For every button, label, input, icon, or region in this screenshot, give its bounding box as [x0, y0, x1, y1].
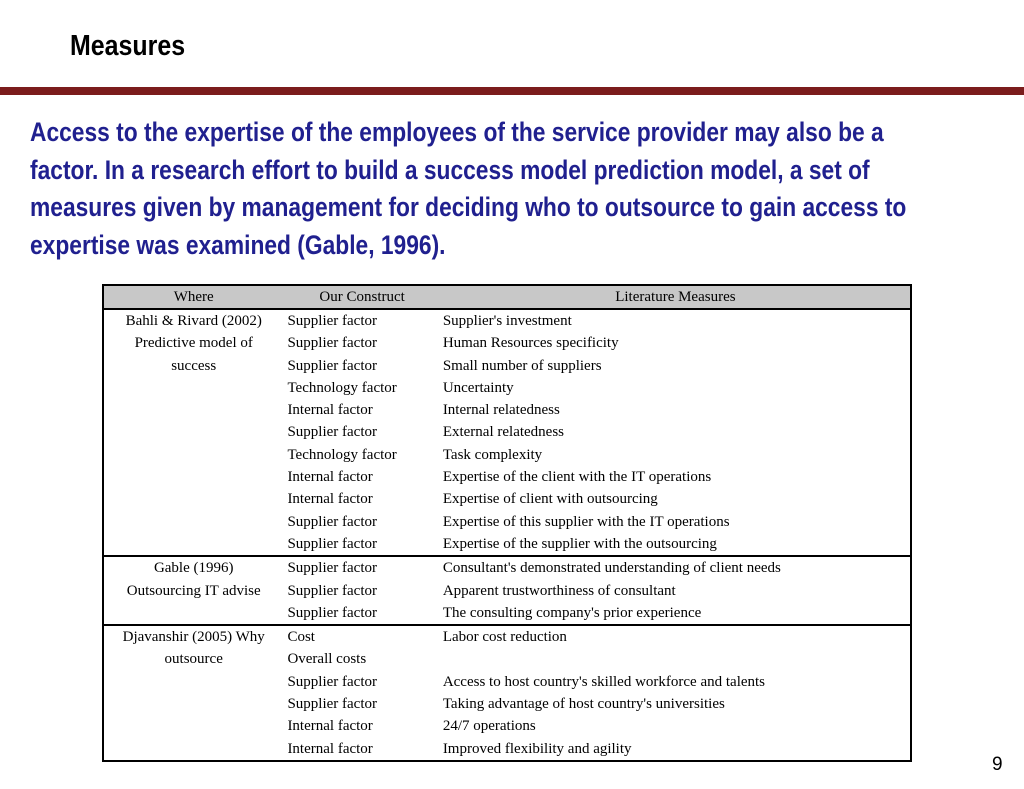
cell-where: [103, 671, 283, 693]
table-row: [103, 671, 911, 693]
cell-measure: Uncertainty: [442, 379, 514, 396]
table-row: [103, 488, 911, 510]
cell-where: success: [171, 357, 217, 374]
table-row: [103, 533, 911, 556]
cell-measure: Human Resources specificity: [442, 335, 619, 352]
cell-where: Gable (1996): [103, 556, 283, 579]
cell-measure: [441, 648, 911, 670]
intro-line: Access to the expertise of the employees of the service provider may also be a: [30, 117, 884, 147]
measures-table: [102, 284, 912, 762]
cell-measure: Apparent trustworthiness of consultant: [442, 582, 676, 599]
header-our-construct: Our Construct: [283, 285, 440, 309]
table-row: [103, 693, 911, 715]
header-where: Where: [103, 285, 283, 309]
cell-measure: Expertise of client with outsourcing: [442, 491, 658, 508]
cell-measure: External relatedness: [442, 424, 565, 441]
table-row: [103, 399, 911, 421]
cell-where: [103, 444, 283, 466]
table-row: [103, 421, 911, 443]
cell-measure: Internal relatedness: [442, 402, 560, 419]
cell-measure: 24/7 operations: [442, 718, 536, 735]
cell-construct: Cost: [283, 625, 440, 648]
cell-construct: Supplier factor: [287, 513, 377, 530]
cell-construct: Supplier factor: [287, 696, 377, 713]
cell-construct: Internal factor: [287, 469, 373, 486]
table-row: [103, 332, 911, 354]
table-row: [103, 625, 911, 648]
cell-where: Outsourcing IT advise: [126, 582, 261, 599]
cell-measure: Supplier's investment: [442, 313, 572, 329]
cell-where: [103, 602, 283, 625]
slide-title: Measures: [70, 30, 186, 62]
header-literature-measures: Literature Measures: [441, 285, 911, 309]
cell-measure: Small number of suppliers: [442, 357, 602, 374]
cell-where: [103, 693, 283, 715]
table-row: [103, 444, 911, 466]
title-divider: [0, 87, 1024, 95]
intro-line: measures given by management for deciding who to outsource to gain access to: [30, 192, 907, 222]
cell-measure: Task complexity: [442, 446, 543, 463]
table-row: [103, 309, 911, 332]
intro-paragraph: [30, 114, 1019, 264]
cell-where: outsource: [164, 651, 223, 668]
cell-where: [103, 466, 283, 488]
table-header-row: [103, 285, 911, 309]
cell-construct: Supplier factor: [287, 313, 377, 329]
cell-measure: Expertise of the supplier with the outsourcing: [442, 535, 717, 552]
cell-measure: Expertise of this supplier with the IT operations: [442, 513, 730, 530]
cell-construct: Supplier factor: [287, 357, 377, 374]
cell-measure: Labor cost reduction: [441, 625, 911, 648]
table-row: [103, 602, 911, 625]
cell-where: [103, 511, 283, 533]
cell-construct: Internal factor: [287, 718, 373, 735]
table-row: [103, 466, 911, 488]
cell-construct: Supplier factor: [287, 535, 377, 552]
cell-where: [103, 377, 283, 399]
cell-measure: Taking advantage of host country's universities: [442, 696, 725, 713]
cell-where: Djavanshir (2005) Why: [103, 625, 283, 648]
cell-construct: Internal factor: [287, 491, 373, 508]
cell-construct: Supplier factor: [287, 582, 377, 599]
intro-line: expertise was examined (Gable, 1996).: [30, 229, 446, 260]
table-row: [103, 377, 911, 399]
table-row: [103, 580, 911, 602]
cell-measure: Expertise of the client with the IT operations: [442, 469, 712, 486]
cell-measure: Improved flexibility and agility: [442, 740, 632, 757]
table-row: [103, 355, 911, 377]
cell-construct: Internal factor: [287, 740, 373, 757]
cell-construct: Technology factor: [287, 446, 397, 463]
cell-where: [103, 421, 283, 443]
cell-construct: Supplier factor: [287, 604, 377, 621]
cell-where: Bahli & Rivard (2002): [125, 313, 262, 329]
cell-construct: Overall costs: [287, 651, 367, 668]
cell-measure: Access to host country's skilled workforce and talents: [442, 673, 766, 690]
intro-line: factor. In a research effort to build a success model prediction model, a set of: [30, 154, 870, 185]
page-number: 9: [992, 754, 1003, 775]
cell-where: [103, 399, 283, 421]
cell-where: [103, 533, 283, 556]
cell-construct: Technology factor: [287, 379, 397, 396]
cell-measure: Consultant's demonstrated understanding of client needs: [441, 556, 911, 579]
table-row: [103, 511, 911, 533]
cell-where: [103, 488, 283, 510]
cell-construct: Supplier factor: [287, 335, 377, 352]
table-row: [103, 715, 911, 737]
cell-where: [103, 738, 283, 761]
cell-construct: Internal factor: [287, 402, 373, 419]
cell-construct: Supplier factor: [287, 673, 377, 690]
table-row: [103, 556, 911, 579]
cell-construct: Supplier factor: [287, 424, 377, 441]
table-row: [103, 648, 911, 670]
cell-construct: Supplier factor: [283, 556, 440, 579]
cell-where: Predictive model of: [134, 335, 253, 352]
table-row: [103, 738, 911, 761]
cell-where: [103, 715, 283, 737]
cell-measure: The consulting company's prior experience: [442, 604, 702, 621]
